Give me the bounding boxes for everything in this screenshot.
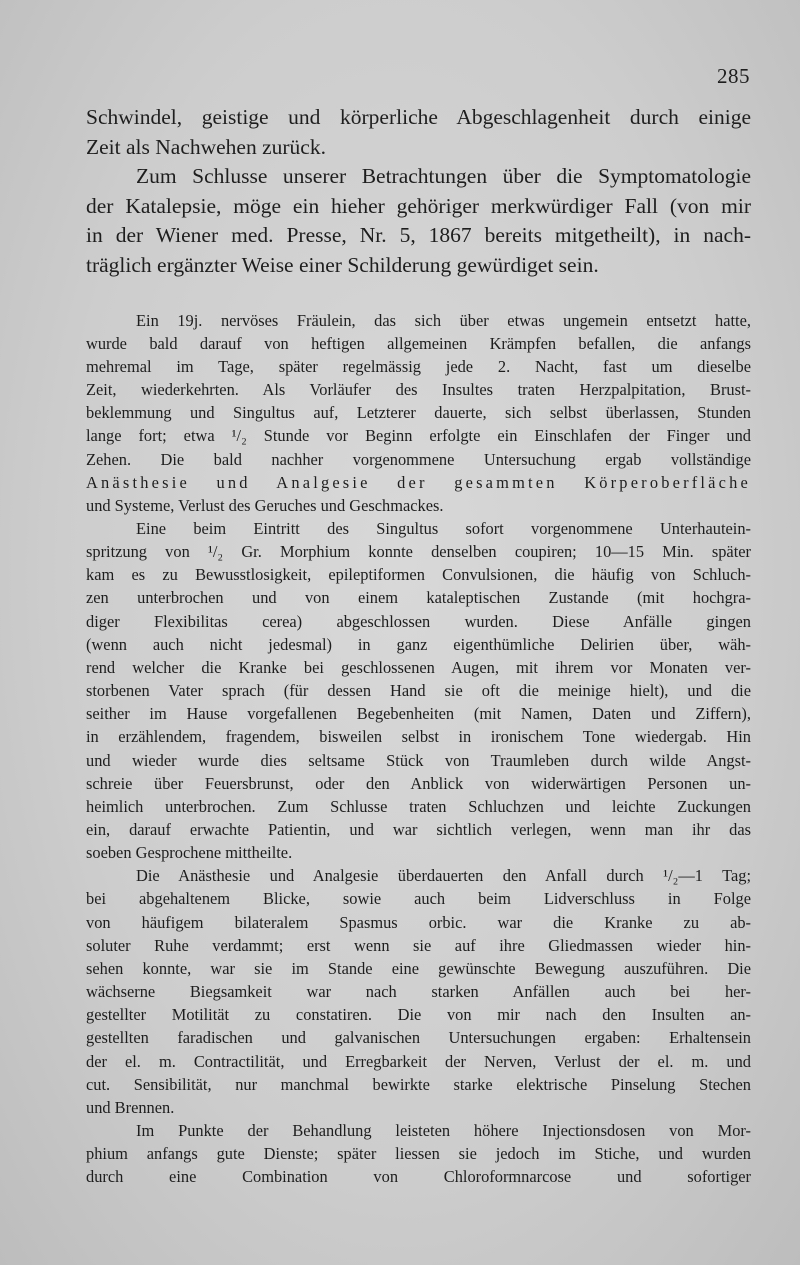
text-line: Anästhesie und Analgesie der gesammten Körperoberfläche xyxy=(86,472,751,492)
case-paragraph-3 xyxy=(86,864,751,1119)
body-text xyxy=(86,103,751,1189)
text-line: mehremal im Tage, später regelmässig jede 2. Nacht, fast um dieselbe xyxy=(86,356,751,376)
text-line: träglich ergänzter Weise einer Schilderung gewürdiget sein. xyxy=(86,252,599,277)
case-paragraph-1 xyxy=(86,309,751,517)
text-line: Eine beim Eintritt des Singultus sofort vorgenommene Unterhautein- xyxy=(136,518,751,538)
text-line: Zehen. Die bald nachher vorgenommene Untersuchung ergab vollständige xyxy=(86,449,751,469)
text-line: Die Anästhesie und Analgesie überdauerten den Anfall durch ¹/₂—1 Tag; xyxy=(136,866,751,886)
text-line: phium anfangs gute Dienste; später liessen sie jedoch im Stiche, und wurden xyxy=(86,1144,751,1164)
text-line: von häufigem bilateralem Spasmus orbic. war die Kranke zu ab- xyxy=(86,912,751,932)
text-line: Zeit als Nachwehen zurück. xyxy=(86,134,326,159)
text-line: soluter Ruhe verdammt; erst wenn sie auf ihre Gliedmassen wieder hin- xyxy=(86,935,751,955)
text-line: rend welcher die Kranke bei geschlossenen Augen, mit ihrem vor Monaten ver- xyxy=(86,657,751,677)
case-paragraph-2 xyxy=(86,517,751,864)
text-line: cut. Sensibilität, nur manchmal bewirkte starke elektrische Pinselung Stechen xyxy=(86,1074,751,1094)
text-line: diger Flexibilitas cerea) abgeschlossen wurden. Diese Anfälle gingen xyxy=(86,611,751,631)
text-line: gestellter Motilität zu constatiren. Die von mir nach den Insulten an- xyxy=(86,1005,751,1025)
text-line: (wenn auch nicht jedesmal) in ganz eigenthümliche Delirien über, wäh- xyxy=(86,634,751,654)
text-line: der el. m. Contractilität, und Erregbarkeit der Nerven, Verlust der el. m. und xyxy=(86,1051,751,1071)
text-line: sehen konnte, war sie im Stande eine gewünschte Bewegung auszuführen. Die xyxy=(86,958,751,978)
case-report-text xyxy=(86,309,751,1189)
text-line: wurde bald darauf von heftigen allgemeinen Krämpfen befallen, die anfangs xyxy=(86,333,751,353)
paragraph-large-2 xyxy=(86,162,751,192)
text-line: beklemmung und Singultus auf, Letzterer dauerte, sich selbst überlassen, Stunden xyxy=(86,403,751,423)
paragraph-large-2-cont xyxy=(86,192,751,281)
text-line: heimlich unterbrochen. Zum Schlusse traten Schluchzen und leichte Zuckungen xyxy=(86,796,751,816)
text-line: spritzung von ¹/₂ Gr. Morphium konnte denselben coupiren; 10—15 Min. später xyxy=(86,542,751,562)
page-number: 285 xyxy=(717,64,750,88)
text-line: und Brennen. xyxy=(86,1097,175,1117)
text-line: Zum Schlusse unserer Betrachtungen über die Symptomatologie xyxy=(136,164,751,189)
text-line: zen unterbrochen und von einem kataleptischen Zustande (mit hochgra- xyxy=(86,588,751,608)
text-line: Ein 19j. nervöses Fräulein, das sich über etwas ungemein entsetzt hatte, xyxy=(136,310,751,330)
text-line: Schwindel, geistige und körperliche Abgeschlagenheit durch einige xyxy=(86,105,751,129)
text-line: und wieder wurde dies seltsame Stück von Traumleben durch wilde Angst- xyxy=(86,750,751,770)
text-line: gestellten faradischen und galvanischen Untersuchungen ergaben: Erhaltensein xyxy=(86,1028,751,1048)
text-line: der Katalepsie, möge ein hieher gehöriger merkwürdiger Fall (von mir xyxy=(86,193,751,218)
text-line: lange fort; etwa ¹/₂ Stunde vor Beginn erfolgte ein Einschlafen der Finger und xyxy=(86,426,751,446)
text-line: Zeit, wiederkehrten. Als Vorläufer des Insultes traten Herzpalpitation, Brust- xyxy=(86,380,751,400)
text-line: bei abgehaltenem Blicke, sowie auch beim Lidverschluss in Folge xyxy=(86,889,751,909)
text-line: durch eine Combination von Chloroformnarcose und sofortiger xyxy=(86,1167,751,1187)
text-line: und Systeme, Verlust des Geruches und Geschmackes. xyxy=(86,495,444,515)
text-line: kam es zu Bewusstlosigkeit, epileptiformen Convulsionen, die häufig von Schluch- xyxy=(86,565,751,585)
text-line: in erzählendem, fragendem, bisweilen selbst in ironischem Tone wiedergab. Hin xyxy=(86,727,751,747)
text-line: schreie über Feuersbrunst, oder den Anblick von widerwärtigen Personen un- xyxy=(86,773,751,793)
case-paragraph-4 xyxy=(86,1119,751,1188)
text-line: Im Punkte der Behandlung leisteten höhere Injectionsdosen von Mor- xyxy=(136,1121,751,1141)
paragraph-large-1 xyxy=(86,103,751,162)
text-line: storbenen Vater sprach (für dessen Hand sie oft die meinige hielt), und die xyxy=(86,681,751,701)
main-text-large xyxy=(86,103,751,281)
text-line: ein, darauf erwachte Patientin, und war sichtlich verlegen, wenn man ihr das xyxy=(86,820,751,839)
text-line: in der Wiener med. Presse, Nr. 5, 1867 bereits mitgetheilt), in nach- xyxy=(86,223,751,248)
text-line: soeben Gesprochene mittheilte. xyxy=(86,843,293,863)
text-line: seither im Hause vorgefallenen Begebenheiten (mit Namen, Daten und Ziffern), xyxy=(86,704,751,724)
text-line: wächserne Biegsamkeit war nach starken Anfällen auch bei her- xyxy=(86,982,751,1002)
